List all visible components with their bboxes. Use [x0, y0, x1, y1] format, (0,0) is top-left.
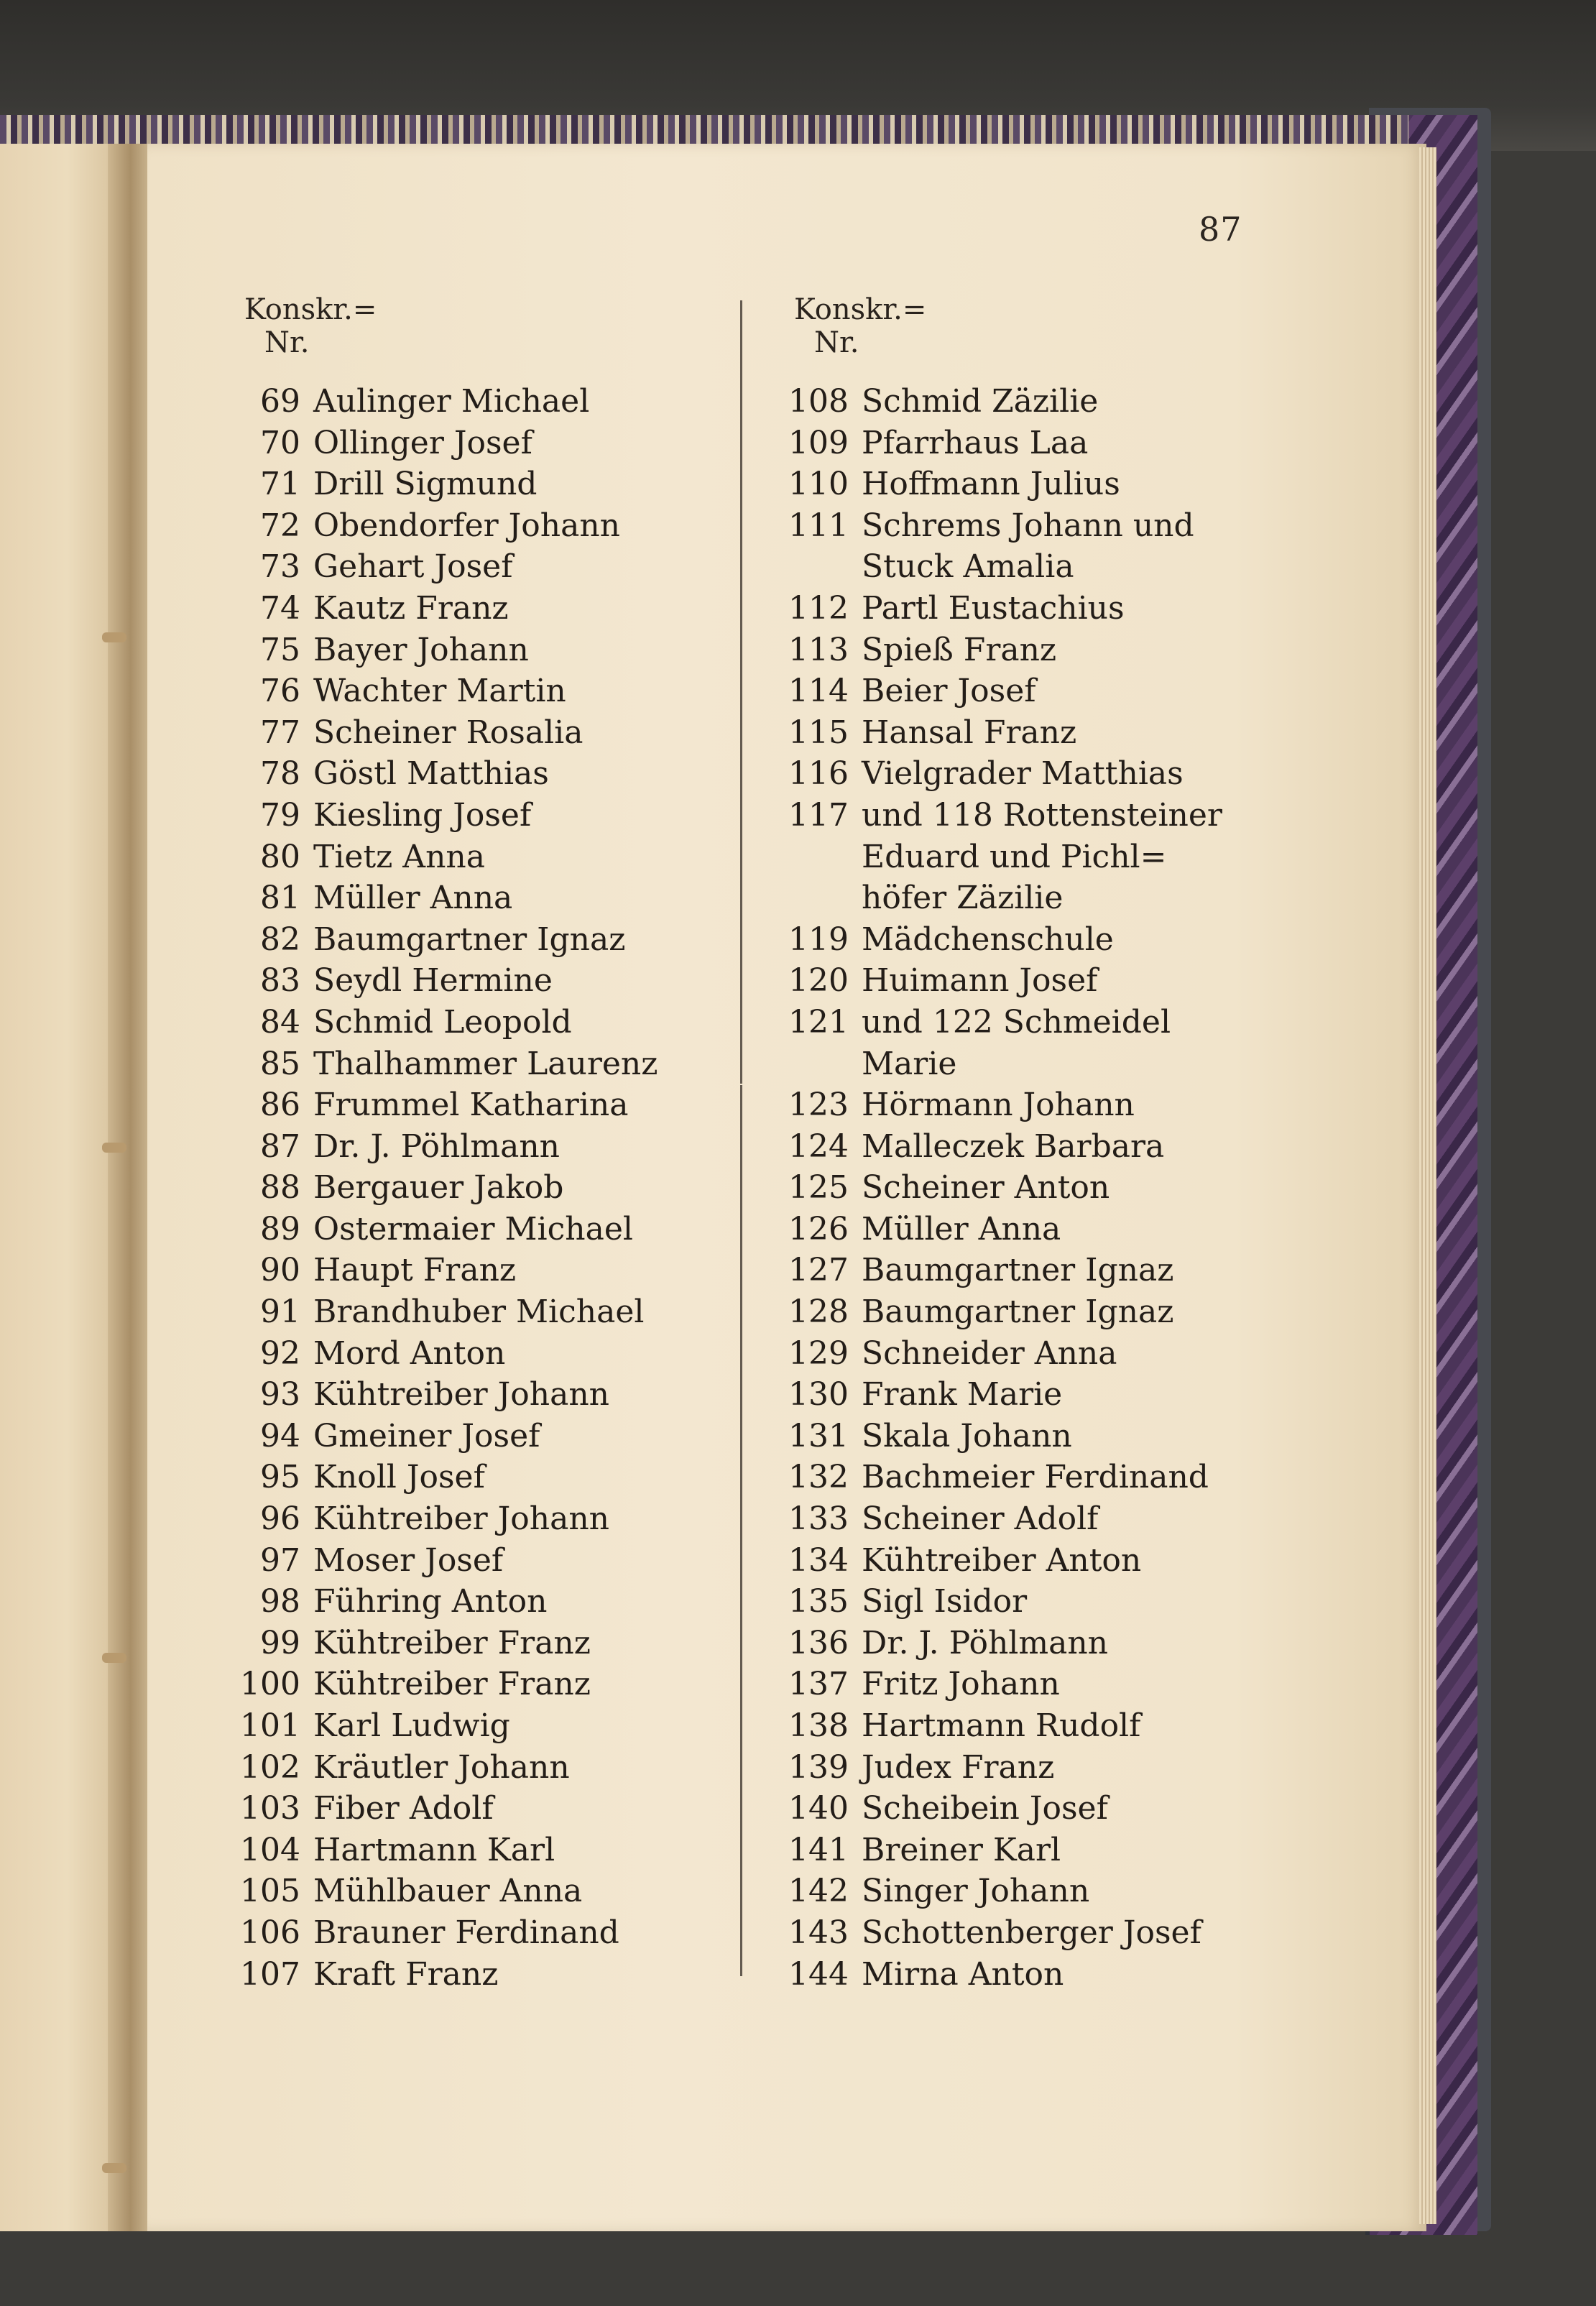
owner-name: Gehart Josef — [313, 548, 513, 586]
owner-name: Knoll Josef — [313, 1459, 485, 1496]
list-item — [237, 1333, 658, 1375]
house-number: 136 — [788, 1624, 849, 1661]
owner-name: Baumgartner Ignaz — [862, 1293, 1174, 1331]
list-item — [785, 1209, 1222, 1250]
owner-name: Singer Johann — [862, 1873, 1090, 1910]
previous-page-sliver — [0, 144, 122, 2231]
house-number: 83 — [260, 962, 300, 1000]
owner-name: und 118 Rottensteiner — [862, 796, 1222, 834]
owner-name: Brauner Ferdinand — [313, 1914, 619, 1951]
owner-name: Obendorfer Johann — [313, 507, 621, 544]
list-item — [785, 1002, 1222, 1043]
owner-name: Breiner Karl — [862, 1831, 1061, 1868]
owner-name: Führing Anton — [313, 1583, 548, 1620]
list-item — [785, 753, 1222, 795]
house-number: 76 — [260, 673, 300, 710]
owner-name: Mühlbauer Anna — [313, 1873, 583, 1910]
owner-name: Scheiner Adolf — [862, 1500, 1099, 1538]
list-item — [237, 1250, 658, 1291]
column-header-left — [244, 293, 377, 359]
owner-name: Kiesling Josef — [313, 796, 532, 834]
column-header-line: Nr. — [264, 326, 310, 359]
column-divider — [740, 300, 742, 1084]
owner-name: Dr. J. Pöhlmann — [862, 1624, 1108, 1661]
house-number: 108 — [788, 383, 849, 420]
house-number: 101 — [240, 1707, 300, 1744]
list-item — [237, 1747, 658, 1789]
owner-name: Kühtreiber Johann — [313, 1500, 610, 1538]
owner-name: Schneider Anna — [862, 1334, 1117, 1372]
house-number: 104 — [240, 1831, 300, 1868]
list-item — [237, 1871, 658, 1912]
house-number: 143 — [788, 1914, 849, 1951]
house-number: 141 — [788, 1831, 849, 1868]
owner-name: Müller Anna — [862, 1210, 1061, 1247]
list-item — [785, 1871, 1222, 1912]
list-item — [237, 1705, 658, 1747]
owner-name: Müller Anna — [313, 880, 513, 917]
marbled-head-band — [0, 115, 1408, 145]
list-item — [237, 753, 658, 795]
list-item — [785, 1954, 1222, 1996]
list-item — [785, 1043, 1222, 1085]
owner-name: Thalhammer Laurenz — [313, 1045, 658, 1082]
owner-name: Eduard und Pichl= — [862, 838, 1167, 875]
house-number: 124 — [788, 1127, 849, 1165]
binding-stitch — [102, 2163, 126, 2173]
list-item — [237, 836, 658, 878]
list-item — [237, 1623, 658, 1664]
house-number: 106 — [240, 1914, 300, 1951]
house-number: 121 — [788, 1003, 849, 1041]
list-item — [785, 877, 1222, 919]
house-number: 138 — [788, 1707, 849, 1744]
owner-name: Pfarrhaus Laa — [862, 424, 1089, 461]
list-item — [237, 1830, 658, 1871]
house-number: 99 — [260, 1624, 300, 1661]
house-number: 105 — [240, 1873, 300, 1910]
house-number: 117 — [788, 796, 849, 834]
list-item — [237, 670, 658, 712]
owner-name: Schmid Zäzilie — [862, 383, 1099, 420]
list-item — [785, 712, 1222, 754]
list-item — [237, 463, 658, 505]
owner-name: Haupt Franz — [313, 1252, 517, 1289]
column-divider — [740, 1085, 742, 1976]
list-item — [237, 546, 658, 588]
column-header-right — [794, 293, 926, 359]
house-number: 133 — [788, 1500, 849, 1538]
list-item — [237, 1167, 658, 1209]
list-item — [237, 1209, 658, 1250]
owner-name: Dr. J. Pöhlmann — [313, 1127, 560, 1165]
owner-name: Hoffmann Julius — [862, 466, 1120, 503]
column-header-line: Konskr.= — [794, 293, 927, 326]
binding-stitch — [102, 632, 126, 642]
owner-name: Hörmann Johann — [862, 1087, 1135, 1124]
list-item — [237, 795, 658, 836]
list-item — [237, 1788, 658, 1830]
house-number: 69 — [260, 383, 300, 420]
house-number: 95 — [260, 1459, 300, 1496]
binding-stitch — [102, 1653, 126, 1663]
owner-name: Hansal Franz — [862, 714, 1077, 751]
owner-name: Frummel Katharina — [313, 1087, 629, 1124]
owner-name: Drill Sigmund — [313, 466, 538, 503]
list-item — [237, 423, 658, 464]
house-number: 139 — [788, 1748, 849, 1786]
owner-name: Moser Josef — [313, 1541, 504, 1579]
owner-name: Partl Eustachius — [862, 589, 1125, 627]
list-item — [785, 1788, 1222, 1830]
list-item — [785, 1540, 1222, 1582]
house-number: 102 — [240, 1748, 300, 1786]
page-number: 87 — [1199, 210, 1242, 249]
house-number: 77 — [260, 714, 300, 751]
list-item — [237, 1374, 658, 1416]
house-number: 94 — [260, 1417, 300, 1454]
list-item — [785, 919, 1222, 961]
list-item — [237, 1498, 658, 1540]
house-number: 80 — [260, 838, 300, 875]
list-item — [237, 1912, 658, 1954]
house-number: 92 — [260, 1334, 300, 1372]
list-item — [237, 1002, 658, 1043]
owner-name: Tietz Anna — [313, 838, 485, 875]
house-number: 103 — [240, 1790, 300, 1827]
house-number: 110 — [788, 466, 849, 503]
house-number: 97 — [260, 1541, 300, 1579]
owner-name: Schmid Leopold — [313, 1003, 572, 1041]
house-number: 112 — [788, 589, 849, 627]
list-item — [785, 1333, 1222, 1375]
owner-name: Kühtreiber Johann — [313, 1376, 610, 1413]
list-item — [785, 423, 1222, 464]
list-item — [785, 1581, 1222, 1623]
house-number: 86 — [260, 1087, 300, 1124]
owner-name: Schrems Johann und — [862, 507, 1194, 544]
list-item — [785, 1167, 1222, 1209]
owner-name: höfer Zäzilie — [862, 880, 1064, 917]
owner-name: Frank Marie — [862, 1376, 1063, 1413]
owner-name: Aulinger Michael — [313, 383, 590, 420]
list-item — [785, 1664, 1222, 1705]
list-item — [785, 629, 1222, 671]
owner-name: Scheiner Rosalia — [313, 714, 583, 751]
owner-name: Mord Anton — [313, 1334, 506, 1372]
owner-name: Marie — [862, 1045, 957, 1082]
house-number: 91 — [260, 1293, 300, 1331]
list-item — [785, 795, 1222, 836]
owner-name: Mädchenschule — [862, 921, 1114, 958]
house-number: 79 — [260, 796, 300, 834]
list-item — [237, 381, 658, 423]
list-item — [237, 588, 658, 629]
house-number: 111 — [788, 507, 849, 544]
owner-name: Bayer Johann — [313, 631, 529, 668]
owner-name: Stuck Amalia — [862, 548, 1074, 586]
owner-name: Huimann Josef — [862, 962, 1098, 1000]
house-number: 72 — [260, 507, 300, 544]
house-number: 120 — [788, 962, 849, 1000]
list-item — [785, 1291, 1222, 1333]
house-number: 113 — [788, 631, 849, 668]
list-item — [237, 1664, 658, 1705]
house-number: 98 — [260, 1583, 300, 1620]
house-number: 115 — [788, 714, 849, 751]
list-item — [785, 1250, 1222, 1291]
house-number: 131 — [788, 1417, 849, 1454]
owner-name: Kräutler Johann — [313, 1748, 570, 1786]
list-item — [785, 1374, 1222, 1416]
owner-name: Mirna Anton — [862, 1955, 1064, 1993]
house-number: 88 — [260, 1169, 300, 1207]
list-item — [237, 1416, 658, 1457]
owner-name: Seydl Hermine — [313, 962, 553, 1000]
house-number: 100 — [240, 1666, 300, 1703]
binding-stitch — [102, 1143, 126, 1153]
house-number: 130 — [788, 1376, 849, 1413]
list-item — [237, 1540, 658, 1582]
list-item — [785, 505, 1222, 547]
owner-name: Beier Josef — [862, 673, 1036, 710]
owner-name: Baumgartner Ignaz — [862, 1252, 1174, 1289]
column-header-line: Nr. — [814, 326, 859, 359]
owner-name: Gmeiner Josef — [313, 1417, 540, 1454]
owner-name: Spieß Franz — [862, 631, 1057, 668]
owner-name: Hartmann Karl — [313, 1831, 555, 1868]
list-item — [785, 1705, 1222, 1747]
owner-name: Hartmann Rudolf — [862, 1707, 1141, 1744]
list-item — [785, 1912, 1222, 1954]
owner-name: Kühtreiber Franz — [313, 1624, 591, 1661]
house-number: 114 — [788, 673, 849, 710]
house-number: 140 — [788, 1790, 849, 1827]
list-item — [237, 712, 658, 754]
list-item — [237, 919, 658, 961]
owner-name: Schottenberger Josef — [862, 1914, 1201, 1951]
house-number: 78 — [260, 755, 300, 793]
list-item — [785, 1416, 1222, 1457]
owner-name: Fiber Adolf — [313, 1790, 494, 1827]
owner-name: Sigl Isidor — [862, 1583, 1028, 1620]
list-item — [785, 960, 1222, 1002]
list-item — [237, 1291, 658, 1333]
house-number: 128 — [788, 1293, 849, 1331]
house-number: 82 — [260, 921, 300, 958]
house-number: 93 — [260, 1376, 300, 1413]
list-item — [785, 1747, 1222, 1789]
list-item — [237, 505, 658, 547]
owner-name: Ostermaier Michael — [313, 1210, 633, 1247]
list-item — [237, 1954, 658, 1996]
owner-name: Malleczek Barbara — [862, 1127, 1165, 1165]
owner-name: Wachter Martin — [313, 673, 566, 710]
list-item — [785, 1623, 1222, 1664]
owner-name: Bergauer Jakob — [313, 1169, 564, 1207]
list-item — [785, 1084, 1222, 1126]
owner-name: Brandhuber Michael — [313, 1293, 645, 1331]
owner-name: Judex Franz — [862, 1748, 1055, 1786]
owner-name: Göstl Matthias — [313, 755, 549, 793]
list-item — [785, 670, 1222, 712]
list-item — [237, 960, 658, 1002]
house-number: 142 — [788, 1873, 849, 1910]
census-list-left — [237, 381, 658, 1995]
house-number: 119 — [788, 921, 849, 958]
owner-name: Bachmeier Ferdinand — [862, 1459, 1209, 1496]
list-item — [237, 877, 658, 919]
list-item — [785, 1457, 1222, 1498]
house-number: 89 — [260, 1210, 300, 1247]
house-number: 116 — [788, 755, 849, 793]
house-number: 84 — [260, 1003, 300, 1041]
house-number: 126 — [788, 1210, 849, 1247]
owner-name: Karl Ludwig — [313, 1707, 510, 1744]
house-number: 132 — [788, 1459, 849, 1496]
list-item — [785, 836, 1222, 878]
owner-name: Kautz Franz — [313, 589, 509, 627]
house-number: 135 — [788, 1583, 849, 1620]
house-number: 90 — [260, 1252, 300, 1289]
list-item — [785, 1498, 1222, 1540]
owner-name: Baumgartner Ignaz — [313, 921, 626, 958]
list-item — [237, 1457, 658, 1498]
list-item — [237, 1043, 658, 1085]
owner-name: Scheibein Josef — [862, 1790, 1108, 1827]
list-item — [785, 1830, 1222, 1871]
house-number: 73 — [260, 548, 300, 586]
owner-name: Vielgrader Matthias — [862, 755, 1184, 793]
owner-name: Kühtreiber Franz — [313, 1666, 591, 1703]
house-number: 81 — [260, 880, 300, 917]
house-number: 87 — [260, 1127, 300, 1165]
list-item — [785, 1126, 1222, 1168]
house-number: 134 — [788, 1541, 849, 1579]
list-item — [785, 463, 1222, 505]
owner-name: Kühtreiber Anton — [862, 1541, 1142, 1579]
census-list-right — [785, 381, 1222, 1995]
house-number: 129 — [788, 1334, 849, 1372]
house-number: 109 — [788, 424, 849, 461]
owner-name: Scheiner Anton — [862, 1169, 1110, 1207]
list-item — [785, 588, 1222, 629]
house-number: 123 — [788, 1087, 849, 1124]
page-block-edges — [1419, 147, 1436, 2224]
owner-name: Kraft Franz — [313, 1955, 499, 1993]
list-item — [237, 1581, 658, 1623]
column-header-line: Konskr.= — [244, 293, 377, 326]
house-number: 70 — [260, 424, 300, 461]
house-number: 74 — [260, 589, 300, 627]
house-number: 85 — [260, 1045, 300, 1082]
list-item — [237, 629, 658, 671]
owner-name: Ollinger Josef — [313, 424, 532, 461]
house-number: 137 — [788, 1666, 849, 1703]
list-item — [785, 381, 1222, 423]
house-number: 144 — [788, 1955, 849, 1993]
house-number: 75 — [260, 631, 300, 668]
house-number: 127 — [788, 1252, 849, 1289]
list-item — [237, 1084, 658, 1126]
house-number: 96 — [260, 1500, 300, 1538]
list-item — [237, 1126, 658, 1168]
house-number: 125 — [788, 1169, 849, 1207]
house-number: 107 — [240, 1955, 300, 1993]
house-number: 71 — [260, 466, 300, 503]
owner-name: und 122 Schmeidel — [862, 1003, 1171, 1041]
owner-name: Skala Johann — [862, 1417, 1072, 1454]
owner-name: Fritz Johann — [862, 1666, 1060, 1703]
list-item — [785, 546, 1222, 588]
